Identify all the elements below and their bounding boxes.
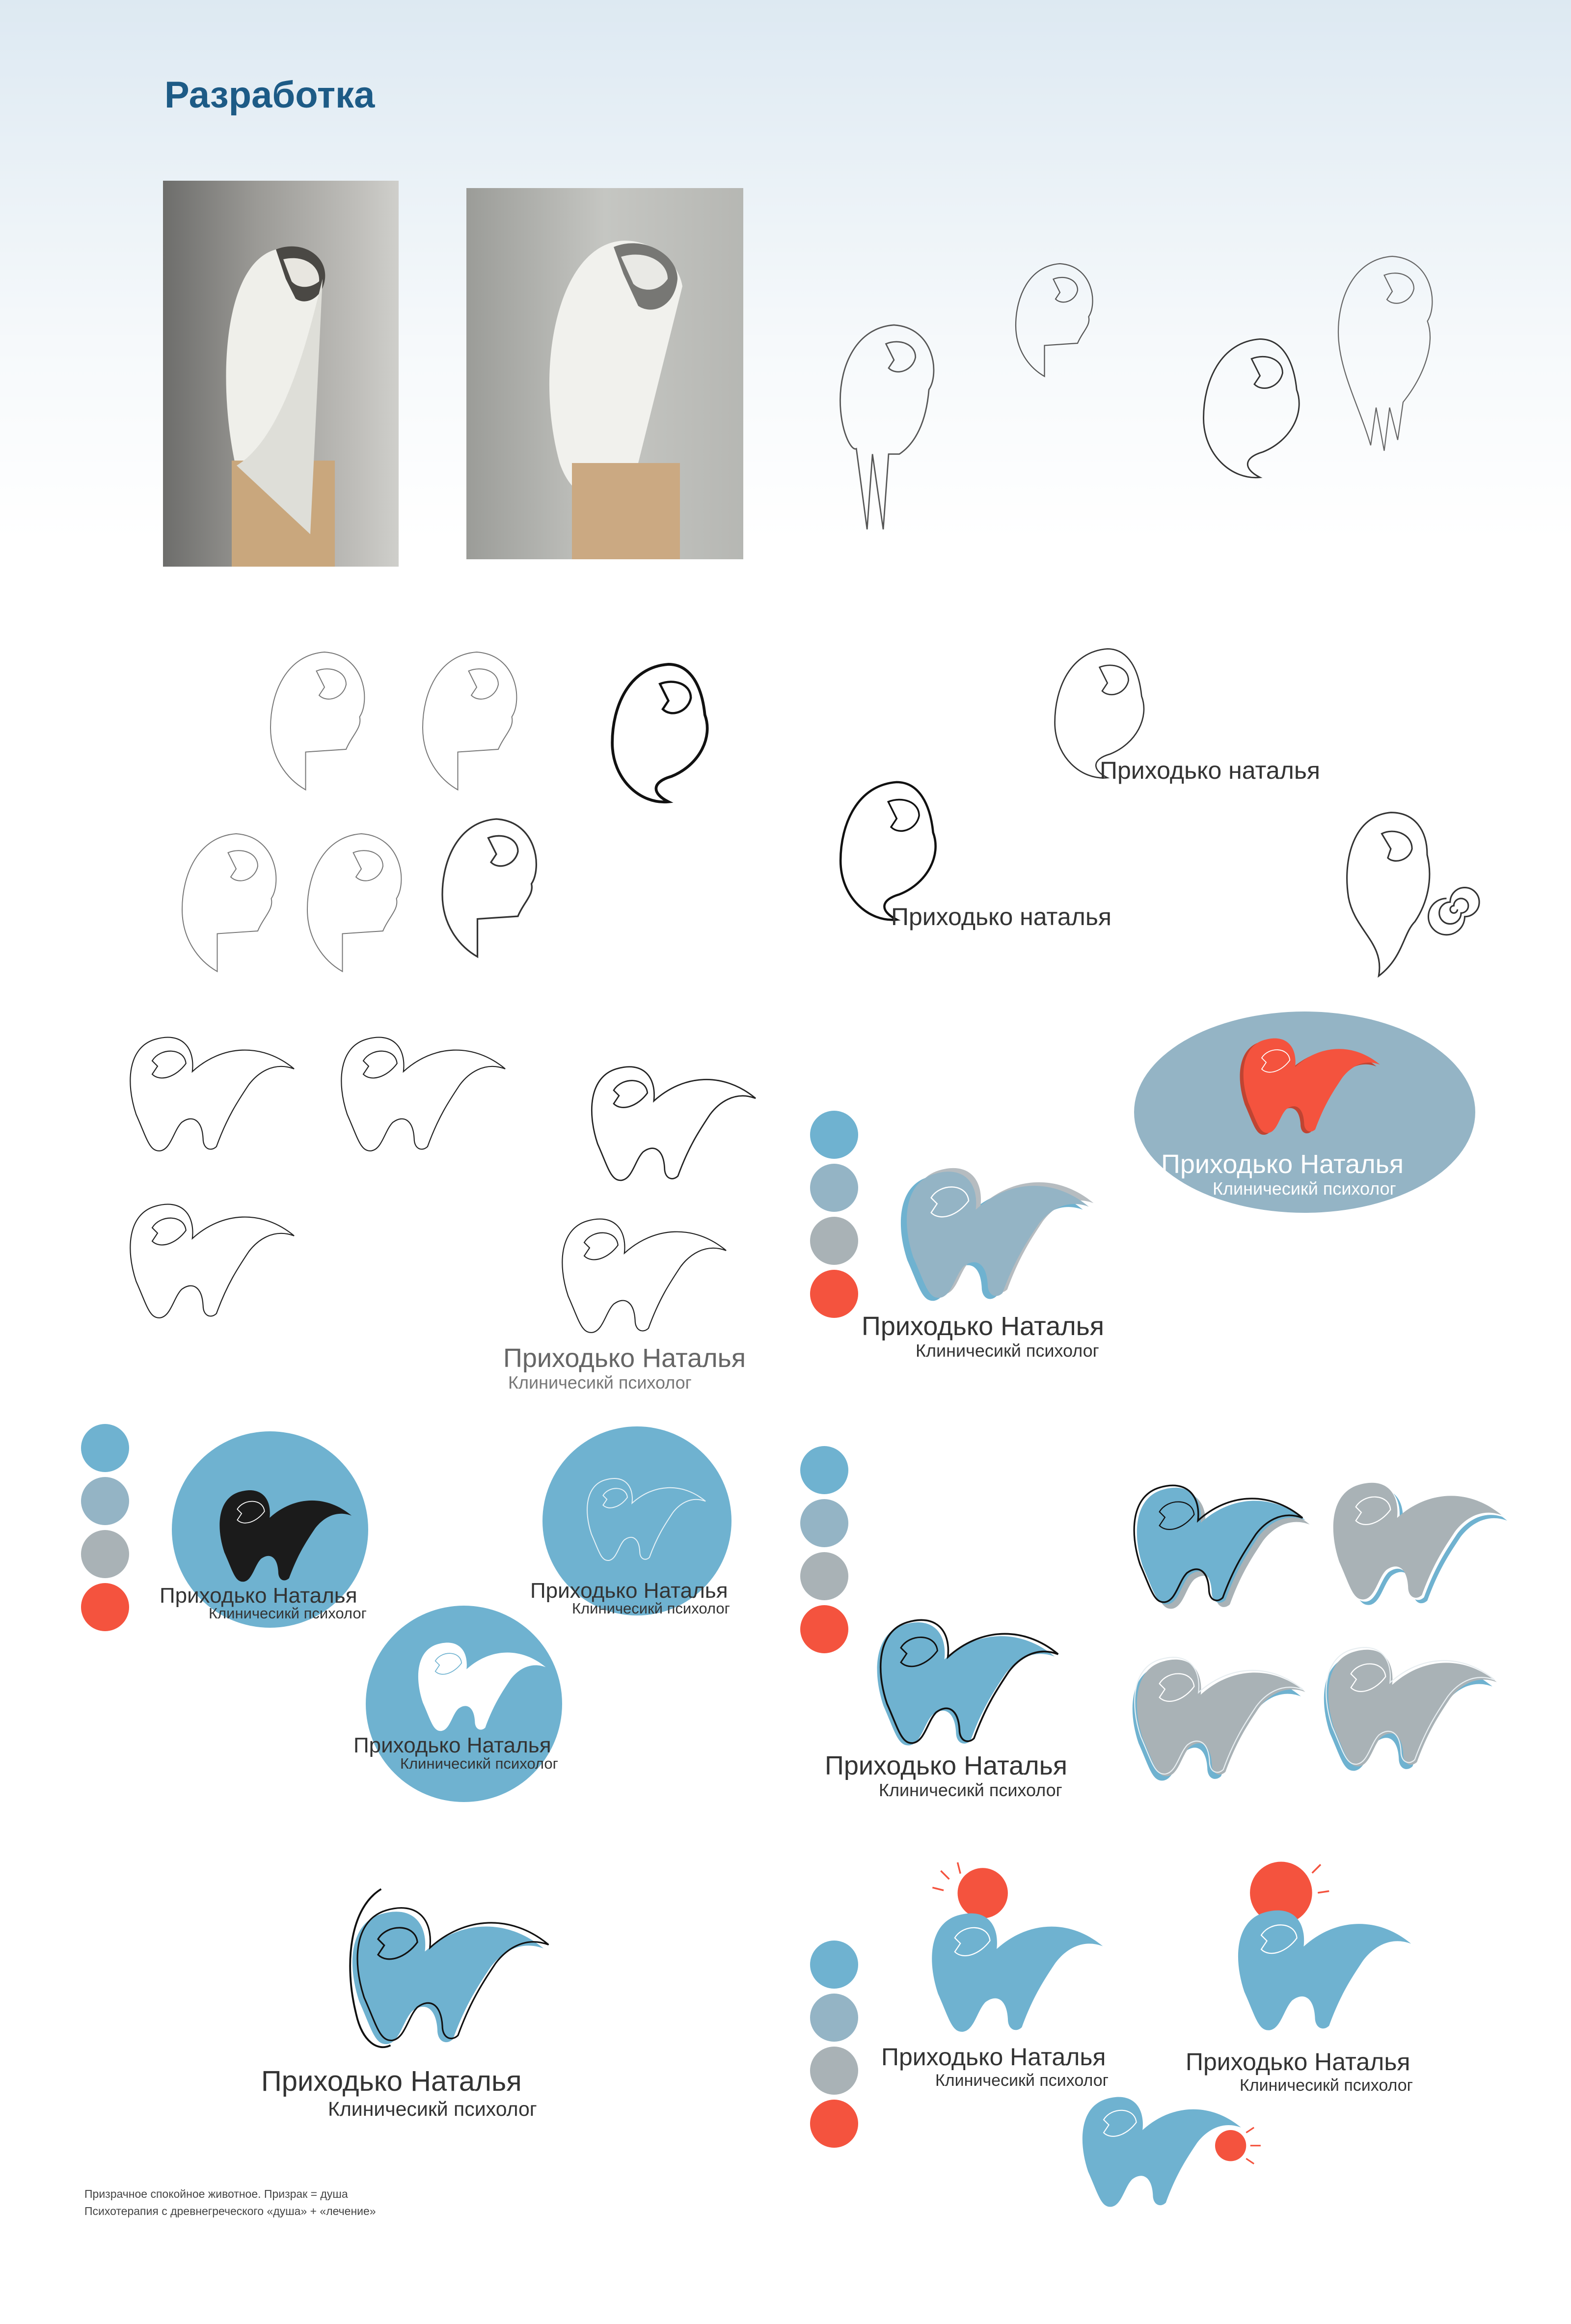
ellipse-logo-animal — [1237, 1026, 1384, 1134]
brand-name-3: Приходько Наталья — [1161, 1149, 1404, 1179]
brand-name-4: Приходько Наталья — [160, 1584, 357, 1608]
animal-sketch-3 — [123, 1188, 299, 1321]
sculpture-photo-2 — [466, 188, 743, 559]
brand-name-1: Приходько Наталья — [503, 1343, 746, 1373]
sculpture-photo-1 — [163, 181, 399, 567]
brand-subtitle-9: Клиничесикй психолог — [935, 2071, 1109, 2090]
note-line-2: Психотерапия с древнегреческого «душа» + «лечение» — [84, 2205, 376, 2217]
brand-name-2: Приходько Наталья — [862, 1312, 1105, 1341]
palette-swatches-2 — [81, 1424, 130, 1630]
brand-subtitle-10: Клиничесикй психолог — [1240, 2076, 1413, 2095]
owl-outline-3 — [177, 820, 285, 977]
sun-logo-2 — [1227, 1866, 1414, 2033]
owl-outline-5 — [437, 805, 545, 962]
palette-swatches-3 — [800, 1446, 849, 1652]
note-line-1: Призрачное спокойное животное. Призрак = душа — [84, 2187, 348, 2200]
brand-subtitle-3: Клиничесикй психолог — [1213, 1178, 1396, 1199]
brand-subtitle-1: Клиничесикй психолог — [508, 1372, 692, 1393]
owl-outline-4 — [302, 820, 410, 977]
brand-name-5: Приходько Наталья — [530, 1579, 728, 1603]
owl-sketch-4 — [1326, 246, 1448, 462]
variant-logo-3 — [1129, 1640, 1311, 1782]
animal-sketch-2 — [334, 1021, 511, 1154]
variant-logo-1 — [1129, 1468, 1311, 1611]
brand-subtitle-4: Клиничесикй психолог — [209, 1605, 367, 1622]
animal-logo-outlined — [869, 1606, 1060, 1748]
page-title: Разработка — [164, 74, 375, 116]
owl-outline-bold — [604, 653, 722, 810]
owl-sketch-2 — [1011, 241, 1100, 393]
brand-subtitle-8: Клиничесикй психолог — [328, 2098, 537, 2120]
brand-subtitle-2: Клиничесикй психолог — [916, 1340, 1099, 1361]
variant-logo-2 — [1326, 1463, 1507, 1606]
brand-subtitle-7: Клиничесикй психолог — [879, 1780, 1062, 1800]
palette-swatches-4 — [810, 1941, 859, 2147]
owl-outline-1 — [265, 638, 373, 795]
final-logo — [344, 1861, 550, 2067]
brand-name-6: Приходько Наталья — [353, 1733, 551, 1757]
brand-name-lower-2: Приходько наталья — [891, 903, 1111, 930]
variant-logo-4 — [1321, 1630, 1502, 1773]
brand-name-8: Приходько Наталья — [261, 2065, 522, 2097]
animal-sketch-4 — [584, 1051, 761, 1183]
animal-sketch-1 — [123, 1021, 299, 1154]
brand-subtitle-6: Клиничесикй психолог — [400, 1755, 558, 1772]
owl-sketch-1 — [835, 314, 943, 540]
owl-sketch-3 — [1198, 314, 1311, 511]
circle-logo-black-animal — [214, 1478, 356, 1584]
owl-spiral-sketch — [1335, 800, 1483, 982]
sun-logo-3 — [1075, 2077, 1262, 2219]
circle-logo-outline-animal — [582, 1466, 709, 1564]
sun-logo-1 — [923, 1871, 1110, 2033]
animal-logo-layered — [898, 1154, 1095, 1301]
circle-logo-white-animal — [412, 1630, 550, 1733]
brand-name-lower-1: Приходько наталья — [1100, 757, 1320, 784]
owl-outline-2 — [417, 638, 525, 795]
brand-subtitle-5: Клиничесикй психолог — [572, 1600, 730, 1617]
brand-name-10: Приходько Наталья — [1186, 2048, 1410, 2076]
palette-swatches-1 — [810, 1111, 859, 1317]
brand-name-9: Приходько Наталья — [881, 2043, 1106, 2071]
brand-name-7: Приходько Наталья — [825, 1751, 1068, 1780]
animal-sketch-5 — [555, 1203, 731, 1336]
